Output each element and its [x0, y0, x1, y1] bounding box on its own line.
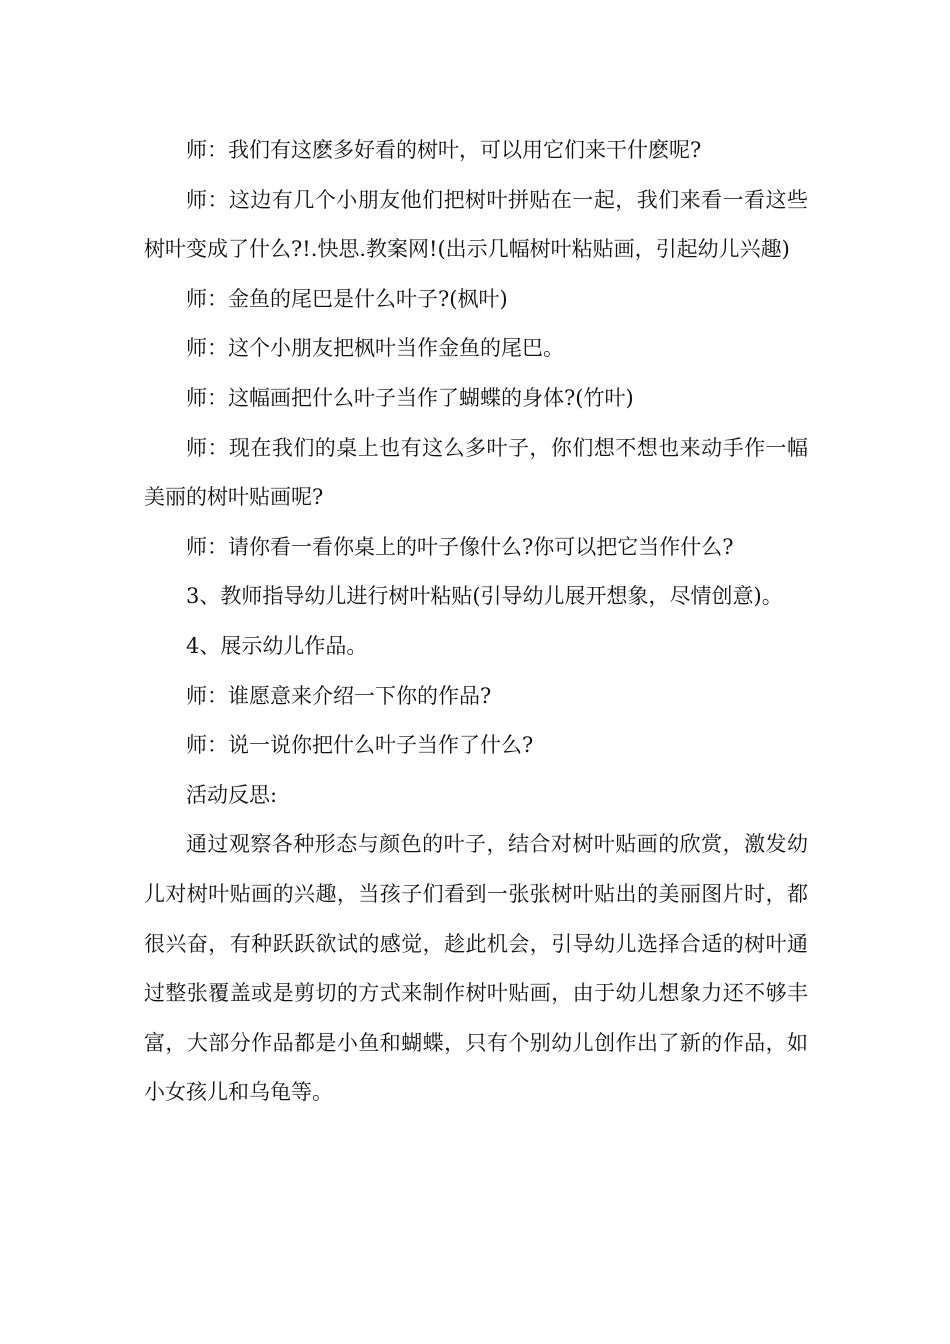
paragraph: 师：谁愿意来介绍一下你的作品? — [186, 683, 492, 708]
paragraph: 师：请你看一看你桌上的叶子像什么?你可以把它当作什么? — [186, 534, 734, 559]
paragraph: 师：说一说你把什么叶子当作了什么? — [186, 733, 534, 758]
paragraph: 师：这边有几个小朋友他们把树叶拼贴在一起，我们来看一看这些树叶变成了什么?!.快思.教案网!(出示几幅树叶粘贴画，引起幼儿兴趣) — [144, 187, 808, 262]
section-heading: 活动反思: — [186, 782, 278, 807]
document-body — [144, 126, 808, 1118]
paragraph: 3、教师指导幼儿进行树叶粘贴(引导幼儿展开想象，尽情创意)。 — [186, 584, 783, 609]
paragraph: 师：现在我们的桌上也有这么多叶子，你们想不想也来动手作一幅美丽的树叶贴画呢? — [144, 435, 808, 510]
paragraph: 师：这个小朋友把枫叶当作金鱼的尾巴。 — [186, 336, 564, 361]
paragraph: 4、展示幼儿作品。 — [186, 633, 368, 658]
paragraph: 师：金鱼的尾巴是什么叶子?(枫叶) — [186, 286, 508, 311]
paragraph: 师：我们有这麽多好看的树叶，可以用它们来干什麽呢? — [186, 138, 702, 162]
paragraph: 师：这幅画把什么叶子当作了蝴蝶的身体?(竹叶) — [186, 385, 634, 410]
paragraph: 通过观察各种形态与颜色的叶子，结合对树叶贴画的欣赏，激发幼儿对树叶贴画的兴趣，当孩子们看到一张张树叶贴出的美丽图片时，都很兴奋，有种跃跃欲试的感觉，趁此机会，引导幼儿选择合适的树叶通过整张覆盖或是剪切的方式来制作树叶贴画，由于幼儿想象力还不够丰富，大部分作品都是小鱼和蝴蝶，只有个别幼儿创作出了新的作品，如小女孩儿和乌龟等。 — [144, 832, 808, 1105]
